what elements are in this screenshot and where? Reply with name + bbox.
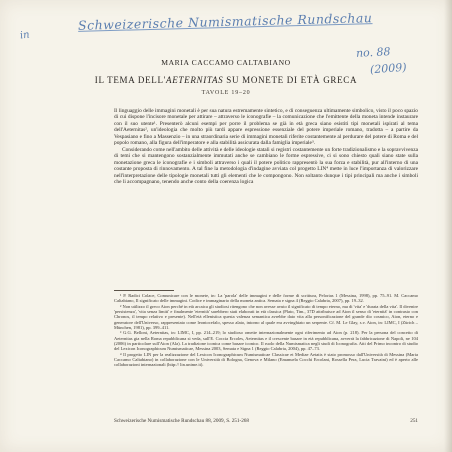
title-emphasis: AETERNITAS (166, 75, 224, 85)
scan-edge-shadow (444, 0, 452, 452)
article-author: MARIA CACCAMO CALTABIANO (161, 58, 291, 67)
article-title (70, 75, 382, 85)
footnote-divider (114, 290, 174, 291)
handwritten-margin-note: in (19, 29, 31, 42)
handwritten-issue-number: no. 88 (355, 45, 391, 60)
title-suffix: SU MONETE DI ETÀ GRECA (223, 75, 358, 85)
plates-reference: TAVOLE 19–20 (201, 90, 251, 96)
handwritten-journal-note: Schweizerische Numismatische Rundschau (77, 10, 373, 33)
footer-citation: Schweizerische Numismatische Rundschau 88, 2009, S. 251-268 (114, 418, 249, 424)
footnote-2: ² Non utilizzo il greco Aion perché in età arcaica gli studiosi ritengono che non avesse avuto il significato di tempo eterno, ma di 'vita' e 'durata della vita'. Il divenire 'persistenza', 'vita senza limiti' e finalmente 'eternità' sarebbero stati elaborati in età classica (Plato, Tim., 37D attribuisce ad Aion il senso di 'eternità' in contrasto con Chronos, il tempo relativo e presente). Nell'età ellenistica questa valenza semantica avrebbe dato vita alla personificazione del grande dio cosmico, Aion, eterno e generatore dell'Universo, rappresentato come leontocefalo, spesso alato, intorno al quale era avvinghiato un serpente. Cf. M. Le Glay, s.v. Aion, in: LIMC, I (Zürich – München, 1981), pp. 399–411. (114, 303, 418, 331)
page-number: 251 (410, 418, 418, 424)
handwritten-year: (2009) (369, 60, 407, 77)
article-body (114, 108, 418, 185)
title-prefix: IL TEMA DELL' (94, 75, 167, 85)
page-footer (114, 418, 418, 424)
body-paragraph-1: Il linguaggio delle immagini monetali è per sua natura estremamente sintetico, e di conseguenza ultimamente simbolico, visto il poco spazio di cui dispone l'incisore monetale per attirare – attraverso le iconografie – la comunicazione che l'emittente della moneta intende instaurare con il suo utente¹. Presenterò alcuni esempi per porre il problema se già in età greca siano esistiti tipi monetali ispirati al tema dell'Aeternitas², un'ideologia che molto più tardi appare espressione essenziale del potere imperiale romano, tradotta – a partire da Vespasiano e fino a Massenzio – in una straordinaria serie di immagini monetali riferite costantemente al perdurare del potere di Roma e del popolo romano, alla figura dell'imperatore e alla stabilità assicurata dalla famiglia imperiale³. (114, 108, 418, 147)
footnote-4: ⁴ Il progetto LIN per la realizzazione del Lexicon Iconographicum Numismaticae Classicae et Mediae Aetatis è stato promosso dall'Università di Messina (Maria Caccamo Caltabiano) in collaborazione con le Università di Bologna, Genova e Milano (Emanuela Cocchi Ercolani, Rossella Pera, Lucia Travaini) ed è aperto alle collaborazioni internazionali (http:// lin.unime.it). (114, 351, 418, 368)
body-paragraph-2: Considerando come nell'ambito delle attività e delle ideologie statali si registri costantemente un forte tradizionalismo e la sopravvivenza di temi che si mantengono sostanzialmente immutati anche se cambiano le forme espressive, ci si sono chiesto quali siano state sulla monetazione greca le iconografie e i simboli attraverso i quali il potere politico rappresentò la sua forza e stabilità, pur all'interno di una costante proposta di rinnovamento. A tal fine la metodologia d'indagine avviata col progetto LIN⁴ mette in luce l'importanza di valorizzare nell'interpretazione delle tipologie monetali tutti gli elementi che le compongono. Non soltanto dunque i tipi principali ma anche i simboli che li accompagnano, tenendo anche conto della coerenza logica (114, 146, 419, 185)
footnote-3: ³ G.G. Belloni, Aeternitas, in: LIMC, I, pp. 214–219; lo studioso omette internazionalmente ogni riferimento ad Aion (p. 218). Per la persona del concetto di Aeternitas gia nella Roma repubblicana si veda, sull'E. Coccia Ercoles, Aeternitas e il crescente basare in età repubblicana, avverrà la fabbricazione di Napoli, ne 104 (2006) in particolare sull'Aion (Ala). La tradizione iconica come basare iconico. Il ruolo della Numismatica negli studi di Iconografia. Atti del Primo incontro di studio del Lexicon Iconographicum Numismaticae, Messina 2003, Semata e Signa 1 (Reggio Calabria, 2004), pp. 47–73. (114, 330, 418, 352)
footnote-1: ¹ P. Radici Colace, Comunicare con le monete, in: La 'parola' delle immagini e delle forme di scrittura, Pelorias 1 (Messina, 1998), pp. 75–91. M. Caccamo Caltabiano, Il significato delle immagini. Codice e immaginario della moneta antica. Semata e signa 4 (Reggio Calabria, 2007), pp. 19–32. (114, 293, 418, 304)
footnotes (114, 293, 418, 368)
